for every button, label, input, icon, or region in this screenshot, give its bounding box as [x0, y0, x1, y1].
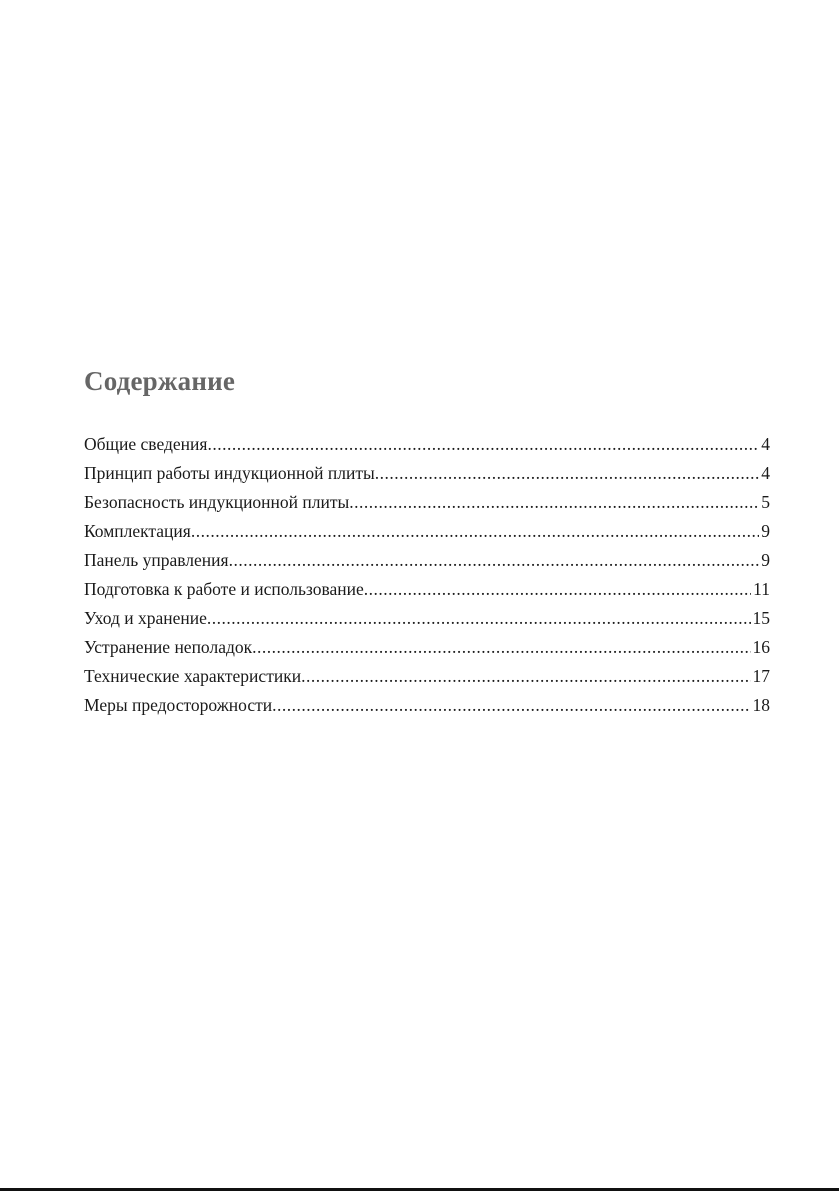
toc-item-label: Технические характеристики	[84, 666, 302, 686]
toc-item[interactable]	[84, 546, 770, 575]
toc-item[interactable]	[84, 488, 770, 517]
toc-item-page: 4	[761, 463, 770, 483]
toc-item-label: Устранение неполадок	[84, 637, 253, 657]
toc-item-label: Уход и хранение	[84, 608, 207, 628]
toc-dot-leader	[375, 459, 759, 488]
toc-item[interactable]	[84, 430, 770, 459]
toc-dot-leader	[364, 575, 751, 604]
table-of-contents	[84, 430, 770, 720]
toc-item-page: 9	[761, 521, 770, 541]
toc-dot-leader	[207, 604, 751, 633]
page-title: Содержание	[84, 366, 236, 396]
toc-item-label: Панель управления	[84, 550, 229, 570]
toc-item[interactable]	[84, 633, 770, 662]
toc-item-label: Безопасность индукционной плиты	[84, 492, 350, 512]
toc-item[interactable]	[84, 662, 770, 691]
toc-item-label: Меры предосторожности	[84, 695, 273, 715]
toc-dot-leader	[229, 546, 760, 575]
toc-item-page: 5	[761, 492, 770, 512]
toc-dot-leader	[252, 633, 750, 662]
toc-item-page: 17	[752, 666, 770, 686]
toc-item-page: 9	[761, 550, 770, 570]
toc-item-page: 4	[761, 434, 770, 454]
toc-dot-leader	[301, 662, 750, 691]
toc-item[interactable]	[84, 604, 770, 633]
toc-item-label: Комплектация	[84, 521, 191, 541]
toc-item-label: Принцип работы индукционной плиты	[84, 463, 375, 483]
toc-item-label: Подготовка к работе и использование	[84, 579, 364, 599]
toc-dot-leader	[207, 430, 759, 459]
toc-item-page: 11	[753, 579, 770, 599]
toc-item-page: 18	[752, 695, 770, 715]
toc-item[interactable]	[84, 459, 770, 488]
toc-item-label: Общие сведения	[84, 434, 208, 454]
toc-item[interactable]	[84, 575, 770, 604]
toc-dot-leader	[349, 488, 759, 517]
toc-item-page: 15	[752, 608, 770, 628]
toc-item-page: 16	[752, 637, 770, 657]
toc-dot-leader	[191, 517, 759, 546]
toc-dot-leader	[272, 691, 750, 720]
toc-item[interactable]	[84, 517, 770, 546]
toc-item[interactable]	[84, 691, 770, 720]
